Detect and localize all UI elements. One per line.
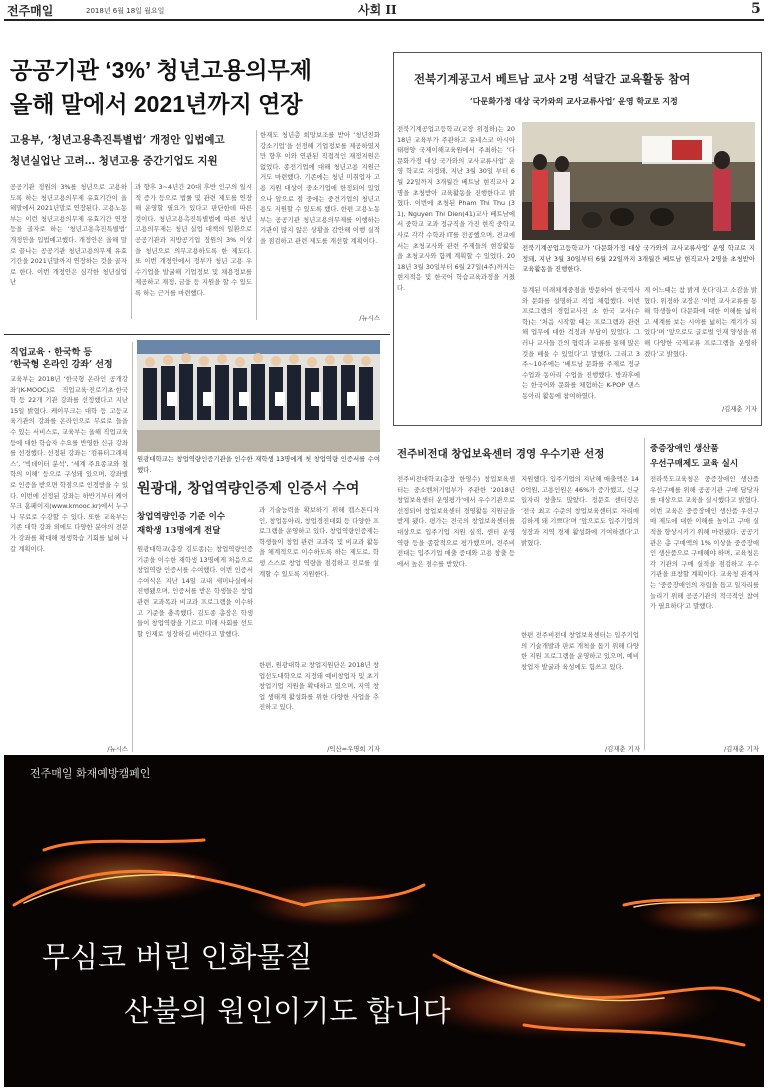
online-course-heading-1: 직업교육 · 한국학 등 [10, 348, 93, 358]
fire-campaign-ad [4, 755, 764, 1087]
campaign-label: 전주매일 화재예방캠페인 [30, 767, 151, 780]
lead-headline-line-1: 공공기관 ‘3%’ 청년고용의무제 [10, 57, 312, 83]
online-course-byline: /뉴시스 [107, 745, 128, 753]
column-divider [256, 130, 257, 320]
vietnam-subheadline: ‘다문화가정 대상 국가와의 교사교류사업’ 운영 학교로 지정 [470, 96, 678, 106]
lead-body-col-2: 과 향후 3~4년간 20대 후반 인구의 일시적 증가 등으로 법률 및 관련 제도를 연장해 운영할 필요가 있다고 판단한데 따른 것이다. 청년고용촉진특별법에 따른 청년고용의무제는 청년 실업 대책의 일환으로 공공기관과 지방공기업 정원의 3% 이상을 청년으로 의무고용하도록 한 제도다. 또 이번 개정안에서 정부가 청년 고용 우수기업을 발굴해 기업정보 및 채용정보를 제공하고 재정, 금융 등 지원을 할 수 있도록 하는 근거를 마련했다. [135, 183, 252, 297]
header-date: 2018년 6월 18일 월요일 [86, 7, 165, 15]
vietnam-body-col-2: 동계된 미래체계중점을 방문하여 한국역사와 문화를 설명하고 직업 체험했다. 이번 프로그램의 경험교사진 소 한국 교사(수학)는 ‘처음 시작할 때는 프로그램과 관련해 업무에 대한 걱정과 부담이 있었다. 그러나 교사들 간의 협력과 교류를 통해 많은 것을 배울 수 있었다’고 말했다. 그리고 3주~10주에는 ‘베트남 문화를 주제로 정규 수업과 동아리 수업을 진행했다. 방과후에는 한국어와 문화를 체험하는 K-POP 댄스 동아리 활동에 참여하였다. [522, 286, 640, 400]
section-rule [4, 334, 390, 335]
lead-subheadline-1: 고용부, ‘청년고용촉진특별법’ 개정안 입법예고 [10, 134, 225, 146]
jeonju-byline: /김재춘 기자 [604, 745, 640, 753]
lead-byline: /뉴시스 [359, 314, 380, 322]
disabled-products-heading-2: 우선구매제도 교육 실시 [650, 459, 739, 469]
lead-body-col-1: 공공기관 정원의 3%를 청년으로 고용하도록 하는 청년고용의무제 유효기간이 올해말에서 2021년말로 연장된다. 고용노동부는 이런 청년고용의무제 유효기간 연장 등을 골자로 하는 ‘청년고용촉진특별법’ 개정안을 입법예고했다. 개정안은 올해 말로 끝나는 공공기관 청년고용의무제 유효기간을 2021년말까지 연장하는 것을 골자로 한다. 이번 개정안은 심각한 청년실업난 [10, 183, 127, 287]
wonkwang-subheadline-1: 창업역량인증 기준 이수 [137, 512, 226, 522]
disabled-products-byline: /김재춘 기자 [723, 745, 759, 753]
lead-headline-line-2: 올해 말에서 2021년까지 연장 [10, 91, 303, 117]
online-course-body: 교육부는 2018년 ‘한국형 온라인 공개강좌’(K-MOOC)로 직업교육·진로기초·한국학 등 22개 기관 강좌를 선정했다고 지난 15일 밝혔다. 케이무크는 대학 등 고등교육기관의 강좌를 온라인으로 무료로 들을 수 있는 서비스로, 교육부는 올해 직업교육 등에 대한 학습자 수요를 반영한 신규 강좌를 선정했다. 선정된 강좌는 ‘컴퓨터그래픽스’, ‘빅데이터 분석’, ‘세계 주요종교와 철학의 이해’ 등으로 구성돼 있으며, 강좌별로 인증을 받으면 학점으로 인정받을 수 있다. 이번에 선정된 강좌는 하반기부터 케이무크 홈페이지(www.kmooc.kr)에서 누구나 무료로 수강할 수 있다. 또한 교육부는 기존 대학 강좌 외에도 다양한 분야의 전문가 강좌를 확대해 평생학습 기회를 넓혀 나갈 계획이다. [10, 375, 128, 553]
jeonju-body-col-2: 지원했다. 입주기업의 지난해 매출액은 140억원, 고용인원은 46%가 증가했고, 신규 일자리 창출도 많았다. 정문호 센터장은 ‘전국 최고 수준의 창업보육센터로 자리매김하게 돼 기쁘다’며 ‘앞으로도 입주기업의 성장과 지역 경제 활성화에 기여하겠다’고 밝혔다. [521, 475, 639, 547]
wonkwang-headline: 원광대, 창업역량인증제 인증서 수여 [137, 481, 360, 497]
column-divider [131, 182, 132, 319]
vietnam-byline: /김재춘 기자 [721, 405, 757, 413]
jeonju-headline: 전주비전대 창업보육센터 경영 우수기관 선정 [397, 448, 605, 460]
page-number: 5 [751, 1, 761, 17]
lead-body-col-3: 한재도 청년층 희망보조를 받아 ‘청년친화 강소기업’을 선정해 기업정보를 제공하였지만 향후 이와 연관된 직접적인 재정지원은 없었다. 종전기업에 대해 청년고용 지원근거도 마련했다. 기존에는 청년 미취업자 고용 지원 대상이 중소기업에 한정되어 있었으나 앞으로 점 중에는 중견기업의 청년고용도 지원할 수 있도록 했다. 한편 고용노동부는 공공기관 청년고용의무제를 이행하는 기관이 많지 않은 상황을 감안해 이행 실적을 점검하고 관련 제도를 개선할 계획이다. [260, 131, 380, 245]
vietnam-teachers-photo [522, 122, 755, 240]
lead-subheadline-2: 청년실업난 고려… 청년고용 중간기업도 지원 [10, 155, 218, 167]
wonkwang-body-col-2: 과 기술능력을 확보하기 위해 캡스톤디자인, 창업동아리, 창업경진대회 등 다양한 프로그램을 운영하고 있다. 창업역량인증제는 학생들이 창업 관련 교과목 및 비교과 활동을 체계적으로 이수하도록 하는 제도로, 학생 스스로 창업 역량을 점검하고 진로를 설계할 수 있도록 지원한다. [259, 506, 379, 578]
disabled-products-heading-1: 중증장애인 생산품 [650, 444, 719, 454]
campaign-slogan-2: 산불의 원인이기도 합니다 [124, 994, 451, 1028]
wonkwang-ceremony-photo [137, 340, 380, 452]
vietnam-body-col-3: 게 어느때는 참 밝게 웃다’라고 소감을 밝혔다. 위정하 교장은 ‘이번 교사교류를 통해 학생들이 다문화에 대한 이해를 넓히고 세계를 보는 시야를 넓히는 계기가 되었다’며 ‘앞으로도 글로벌 인재 양성을 위해 다양한 국제교류 프로그램을 운영하겠다’고 밝혔다. [644, 286, 757, 358]
column-divider [644, 438, 645, 750]
wonkwang-photo-caption: 원광대학교는 창업역량인증기관을 인수한 재학생 13명에게 첫 창업역량 인증서를 수여했다. [137, 455, 380, 474]
jeonju-body-col-1: 전주비전대학교(총장 한영수) 창업보육센터는 중소벤처기업부가 주관한 ‘2018년 창업보육센터 운영평가’에서 우수기관으로 선정되어 창업보육센터 경영활동 지원금을 받게 됐다. 평가는 전국의 창업보육센터를 대상으로 입주기업 지원 실적, 센터 운영 역량 등을 종합적으로 평가했으며, 전주비전대는 입주기업 매출 증대와 고용 창출 등에서 높은 점수를 받았다. [397, 475, 515, 568]
column-divider [132, 342, 133, 752]
jeonju-body-col-3: 한편 전주비전대 창업보육센터는 입주기업의 기술개발과 판로 개척을 돕기 위해 다양한 지원 프로그램을 운영하고 있으며, 예비 창업자 발굴과 육성에도 힘쓰고 있다. [521, 631, 639, 671]
wonkwang-subheadline-2: 재학생 13명에게 전달 [137, 526, 221, 536]
wonkwang-byline: /익산=우명희 기자 [327, 745, 380, 753]
vietnam-body-col-1: 전북기계공업고등학교(교장 위정하)는 2018년 교육부가 주관하고 유네스코 아시아태평양 국제이해교육원에서 주최하는 ‘다문화가정 대상 국가와의 교사교류사업’ 운영 학교로 지정돼, 지난 3월 30일 부터 6월 22일까지 3개월간 베트남 현직교사 2명을 초청받아 교육활동을 진행한다고 밝혔다. 이번에 초청된 Pham Thi Thu (31), Nguyen Thi Dien(41)교사 베트남에서 중학교 교과 정규직을 가진 현직 중학교사로 각각 수학과 IT를 전공했으며, 전교에서는 초청교사와 관련 주제들의 현장활동을 초청교사와 함께 계획할 수 있었다. 2018년 3월 30일부터 6월 27일(4주)까지는 현지적응 및 한국어 학습교육과정을 거쳤다. [397, 125, 515, 292]
wonkwang-body-col-1: 원광대학교(총장 김도종)는 창업역량인증기준을 이수한 재학생 13명에게 처음으로 창업역량 인증서를 수여했다. 이번 인증서 수여식은 지난 14일 교내 세미나실에서 진행됐으며, 인증서를 받은 학생들은 창업 관련 교과목과 비교과 프로그램을 이수하고 기준을 충족했다. 김도종 총장은 학생들이 창업역량을 기르고 미래 사회를 선도할 인재로 성장하길 바란다고 말했다. [137, 545, 253, 638]
wonkwang-body-col-3: 한편, 원광대학교 창업지원단은 2018년 창업선도대학으로 지정돼 예비창업자 및 초기 창업기업 지원을 확대하고 있으며, 지역 창업 생태계 활성화를 위한 다양한 사업을 추진하고 있다. [259, 661, 379, 712]
campaign-slogan-1: 무심코 버린 인화물질 [42, 940, 313, 974]
header-rule [4, 19, 764, 21]
vietnam-photo-caption: 전북기계공업고등학교가 ‘다문화가정 대상 국가와의 교사교류사업’ 운영 학교로 지정돼, 지난 3월 30일부터 6월 22일까지 3개월간 베트남 현직교사 2명을 초청받아 교육활동을 진행한다. [522, 244, 755, 274]
section-label: 사회 II [358, 3, 397, 17]
online-course-heading-2: ‘한국형 온라인 강좌’ 선정 [10, 360, 113, 370]
vietnam-headline: 전북기계공고서 베트남 교사 2명 석달간 교육활동 참여 [414, 72, 691, 86]
masthead-logo: 전주매일 [7, 4, 54, 18]
disabled-products-body: 전라북도교육청은 중증장애인 생산품 우선구매를 위해 공공기관 구매 담당자를 대상으로 교육을 실시했다고 밝혔다. 이번 교육은 중증장애인 생산품 우선구매 제도에 대한 이해를 높이고 구매 실적을 향상시키기 위해 마련됐다. 공공기관은 총 구매액의 1% 이상을 중증장애인 생산품으로 구매해야 하며, 교육청은 각 기관의 구매 실적을 점검하고 우수 기관을 표창할 계획이다. 교육청 관계자는 ‘중증장애인의 자립을 돕고 일자리를 늘리기 위해 공공기관의 적극적인 참여가 필요하다’고 말했다. [650, 475, 759, 611]
